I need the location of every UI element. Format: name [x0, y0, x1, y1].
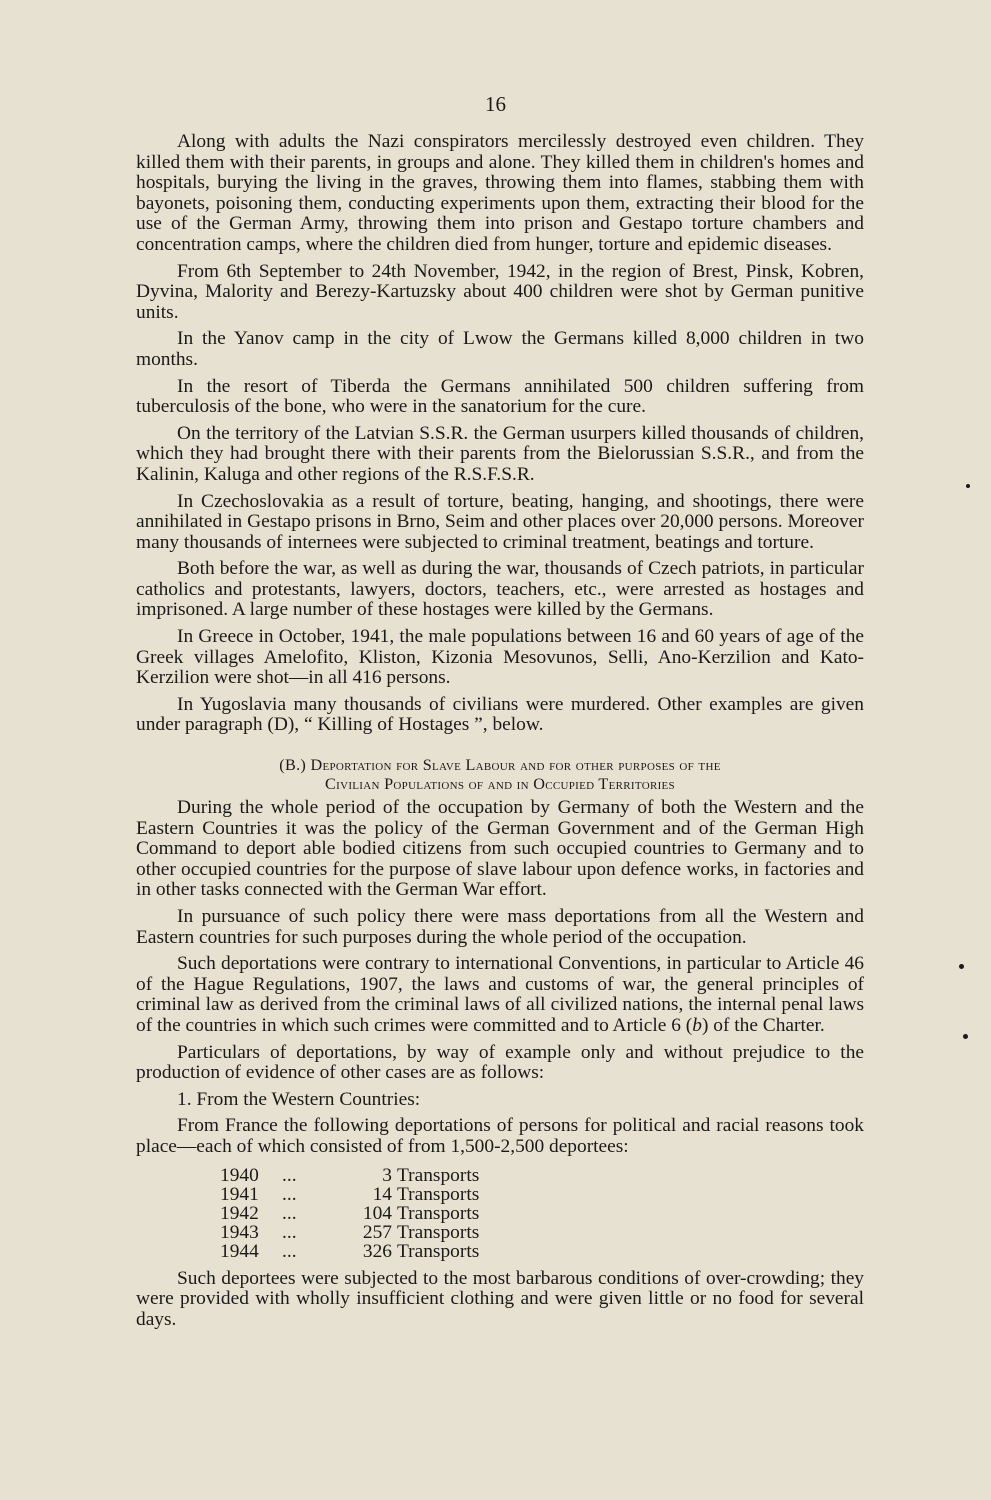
paragraph: In Yugoslavia many thousands of civilians were murdered. Other examples are given under paragraph (D), “ Killing of Hostages ”, below.: [136, 693, 864, 736]
section-heading: [136, 756, 864, 794]
section-heading-line: Civilian Populations of and in Occupied Territories: [325, 775, 675, 794]
paragraph: In the resort of Tiberda the Germans annihilated 500 children suffering from tuberculosis of the bone, who were in the sanatorium for the cure.: [136, 375, 864, 418]
table-row: [220, 1242, 479, 1261]
table-row: [220, 1223, 479, 1242]
table-row: [220, 1185, 479, 1204]
page-number: 16: [485, 92, 506, 116]
sub-heading: 1. From the Western Countries:: [177, 1088, 421, 1110]
leader-dots: ...: [282, 1164, 297, 1186]
section-heading-line: (B.) Deportation for Slave Labour and for other purposes of the: [279, 756, 721, 775]
paragraph-charter: [136, 954, 864, 1036]
year-cell: 1943: [220, 1221, 259, 1243]
count-cell: 257: [362, 1221, 392, 1243]
label-cell: Transports: [397, 1240, 480, 1262]
leader-dots: ...: [282, 1221, 297, 1243]
scan-speck: [966, 484, 970, 488]
year-cell: 1942: [220, 1202, 259, 1224]
year-cell: 1944: [220, 1240, 259, 1262]
leader-dots: ...: [282, 1240, 297, 1262]
paragraph: During the whole period of the occupation by Germany of both the Western and the Eastern Countries it was the policy of the German Government and of the German High Command to deport able bodied citizens from such occupied countries to Germany and to other occupied countries for the purpose of slave labour upon defence works, in factories and in other tasks connected with the German War effort.: [136, 797, 864, 901]
leader-dots: ...: [282, 1183, 297, 1205]
label-cell: Transports: [397, 1202, 480, 1224]
paragraph: Such deportees were subjected to the most barbarous conditions of over-crowding; they were provided with wholly insufficient clothing and were given little or no food for several days.: [136, 1267, 864, 1330]
table-row: [220, 1166, 479, 1185]
paragraph: On the territory of the Latvian S.S.R. the German usurpers killed thousands of children, which they had brought there with their parents from the Bielorussian S.S.R., and from the Kalinin, Kaluga and other regions of the R.S.F.S.R.: [136, 422, 864, 485]
paragraph: From 6th September to 24th November, 1942, in the region of Brest, Pinsk, Kobren, Dyvina, Malority and Berezy-Kartuzsky about 400 children were shot by German punitive units.: [136, 260, 864, 323]
count-cell: 326: [362, 1240, 392, 1262]
paragraph: From France the following deportations of persons for political and racial reasons took place—each of which consisted of from 1,500-2,500 deportees:: [136, 1115, 864, 1157]
paragraph: Along with adults the Nazi conspirators mercilessly destroyed even children. They killed them with their parents, in groups and alone. They killed them in children's homes and hospitals, burying the living in the graves, throwing them into flames, stabbing them with bayonets, poisoning them, conducting experiments upon them, extracting their blood for the use of the German Army, throwing them into prison and Gestapo torture chambers and concentration camps, where the children died from hunger, torture and epidemic diseases.: [136, 131, 864, 255]
paragraph: Particulars of deportations, by way of example only and without prejudice to the production of evidence of other cases are as follows:: [136, 1041, 864, 1084]
year-cell: 1940: [220, 1164, 259, 1186]
label-cell: Transports: [397, 1164, 480, 1186]
paragraph: In the Yanov camp in the city of Lwow the Germans killed 8,000 children in two months.: [136, 328, 864, 370]
paragraph-text: ) of the Charter.: [701, 1014, 825, 1036]
scan-speck: [963, 1034, 968, 1039]
count-cell: 104: [362, 1202, 392, 1224]
label-cell: Transports: [397, 1221, 480, 1243]
body-text: [136, 132, 864, 1336]
year-cell: 1941: [220, 1183, 259, 1205]
paragraph-text: Such deportations were contrary to international Conventions, in particular to Article 46 of the Hague Regulations, 1907, the laws and customs of war, the general principles of criminal law as derived from the criminal laws of all civilized nations, the internal penal laws of the countries in which such crimes were committed and to Article 6 (: [136, 953, 864, 1036]
transports-table: [220, 1166, 479, 1261]
paragraph: In pursuance of such policy there were mass deportations from all the Western and Eastern countries for such purposes during the whole period of the occupation.: [136, 906, 864, 948]
count-cell: 3: [382, 1164, 392, 1186]
table-row: [220, 1204, 479, 1223]
charter-letter: b: [692, 1014, 702, 1036]
count-cell: 14: [372, 1183, 392, 1205]
scan-speck: [959, 964, 964, 969]
leader-dots: ...: [282, 1202, 297, 1224]
paragraph: In Greece in October, 1941, the male populations between 16 and 60 years of age of the Greek villages Amelofito, Kliston, Kizonia Mesovunos, Selli, Ano-Kerzilion and Kato-Kerzilion were shot—in all 416 persons.: [136, 626, 864, 689]
label-cell: Transports: [397, 1183, 480, 1205]
paragraph: Both before the war, as well as during the war, thousands of Czech patriots, in particular catholics and protestants, lawyers, doctors, teachers, etc., were arrested as hostages and imprisoned. A large number of these hostages were killed by the Germans.: [136, 558, 864, 621]
paragraph: In Czechoslovakia as a result of torture, beating, hanging, and shootings, there were annihilated in Gestapo prisons in Brno, Seim and other places over 20,000 persons. Moreover many thousands of internees were subjected to criminal treatment, beatings and torture.: [136, 490, 864, 553]
